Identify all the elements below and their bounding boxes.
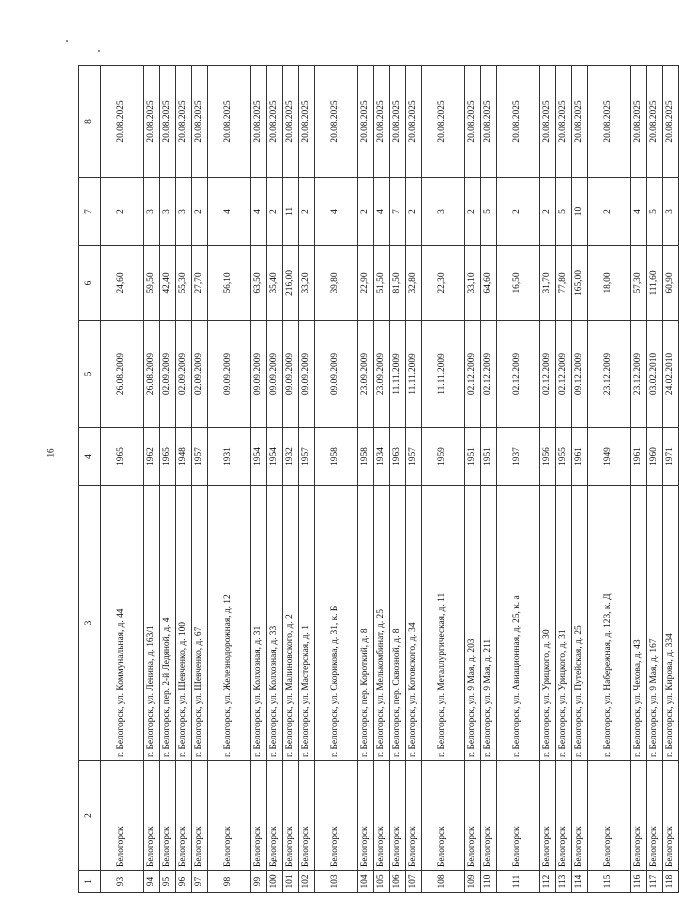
deadline-cell: 20.08.2025 <box>315 66 358 178</box>
date-cell: 26.08.2009 <box>144 321 160 428</box>
year-cell: 1956 <box>540 428 556 486</box>
table-row <box>556 66 572 893</box>
date-cell: 03.02.2010 <box>647 321 663 428</box>
area-cell: 59,50 <box>144 246 160 321</box>
deadline-cell: 20.08.2025 <box>465 66 481 178</box>
column-header: 5 <box>79 321 101 428</box>
year-cell: 1958 <box>358 428 374 486</box>
locality-cell: Белогорск <box>101 761 144 871</box>
date-cell: 02.12.2009 <box>556 321 572 428</box>
row-number: 105 <box>374 871 390 893</box>
table-row <box>374 66 390 893</box>
area-cell: 216,00 <box>283 246 299 321</box>
locality-cell: Белогорск <box>390 761 406 871</box>
date-cell: 02.12.2009 <box>540 321 556 428</box>
address-cell: г. Белогорск, ул. 9 Мая, д. 167 <box>647 486 663 761</box>
row-number: 94 <box>144 871 160 893</box>
count-cell: 4 <box>251 178 267 246</box>
count-cell: 7 <box>390 178 406 246</box>
date-cell: 09.09.2009 <box>299 321 315 428</box>
table-row <box>101 66 144 893</box>
row-number: 103 <box>315 871 358 893</box>
count-cell: 2 <box>588 178 631 246</box>
page-number: 16 <box>45 448 56 458</box>
date-cell: 02.09.2009 <box>192 321 208 428</box>
table-row <box>572 66 588 893</box>
count-cell: 3 <box>663 178 679 246</box>
locality-cell: Белогорск <box>540 761 556 871</box>
row-number: 101 <box>283 871 299 893</box>
area-cell: 60,90 <box>663 246 679 321</box>
deadline-cell: 20.08.2025 <box>176 66 192 178</box>
table-row <box>465 66 481 893</box>
address-cell: г. Белогорск, ул. Авиационная, д. 25, к. а <box>497 486 540 761</box>
column-header: 8 <box>79 66 101 178</box>
year-cell: 1961 <box>631 428 647 486</box>
deadline-cell: 20.08.2025 <box>208 66 251 178</box>
count-cell: 3 <box>422 178 465 246</box>
area-cell: 32,80 <box>406 246 422 321</box>
year-cell: 1951 <box>481 428 497 486</box>
row-number: 113 <box>556 871 572 893</box>
column-header: 6 <box>79 246 101 321</box>
date-cell: 11.11.2009 <box>406 321 422 428</box>
area-cell: 31,70 <box>540 246 556 321</box>
locality-cell: Белогорск <box>208 761 251 871</box>
date-cell: 09.09.2009 <box>267 321 283 428</box>
area-cell: 18,00 <box>588 246 631 321</box>
address-cell: г. Белогорск, ул. 9 Мая, д. 203 <box>465 486 481 761</box>
table-row <box>497 66 540 893</box>
table-header-row <box>79 66 101 893</box>
date-cell: 02.12.2009 <box>497 321 540 428</box>
date-cell: 23.12.2009 <box>631 321 647 428</box>
locality-cell: Белогорск <box>283 761 299 871</box>
deadline-cell: 20.08.2025 <box>299 66 315 178</box>
count-cell: 2 <box>497 178 540 246</box>
deadline-cell: 20.08.2025 <box>160 66 176 178</box>
locality-cell: Белогорск <box>251 761 267 871</box>
row-number: 108 <box>422 871 465 893</box>
table-row <box>267 66 283 893</box>
locality-cell: Белогорск <box>299 761 315 871</box>
count-cell: 2 <box>267 178 283 246</box>
area-cell: 22,90 <box>358 246 374 321</box>
table-row <box>481 66 497 893</box>
area-cell: 39,80 <box>315 246 358 321</box>
area-cell: 24,60 <box>101 246 144 321</box>
area-cell: 57,30 <box>631 246 647 321</box>
count-cell: 5 <box>481 178 497 246</box>
locality-cell: Белогорск <box>572 761 588 871</box>
address-cell: г. Белогорск, ул. Колхозная, д. 33 <box>267 486 283 761</box>
address-cell: г. Белогорск, пер. Короткий, д. 8 <box>358 486 374 761</box>
address-cell: г. Белогорск, ул. Скорикова, д. 31, к. Б <box>315 486 358 761</box>
address-cell: г. Белогорск, ул. Колхозная, д. 31 <box>251 486 267 761</box>
date-cell: 02.12.2009 <box>465 321 481 428</box>
table-body <box>101 66 679 893</box>
row-number: 107 <box>406 871 422 893</box>
deadline-cell: 20.08.2025 <box>144 66 160 178</box>
locality-cell: Белогорск <box>647 761 663 871</box>
year-cell: 1958 <box>315 428 358 486</box>
deadline-cell: 20.08.2025 <box>631 66 647 178</box>
table-row <box>422 66 465 893</box>
address-cell: г. Белогорск, ул. Котовского, д. 34 <box>406 486 422 761</box>
year-cell: 1957 <box>406 428 422 486</box>
address-cell: г. Белогорск, ул. Мастерская, д. 1 <box>299 486 315 761</box>
row-number: 106 <box>390 871 406 893</box>
locality-cell: Белогорск <box>358 761 374 871</box>
row-number: 97 <box>192 871 208 893</box>
year-cell: 1931 <box>208 428 251 486</box>
count-cell: 4 <box>315 178 358 246</box>
table-row <box>631 66 647 893</box>
area-cell: 77,80 <box>556 246 572 321</box>
year-cell: 1960 <box>647 428 663 486</box>
area-cell: 35,40 <box>267 246 283 321</box>
deadline-cell: 20.08.2025 <box>358 66 374 178</box>
date-cell: 09.09.2009 <box>208 321 251 428</box>
locality-cell: Белогорск <box>176 761 192 871</box>
column-header: 7 <box>79 178 101 246</box>
table-row <box>647 66 663 893</box>
column-header: 4 <box>79 428 101 486</box>
locality-cell: Белогорск <box>406 761 422 871</box>
date-cell: 23.09.2009 <box>358 321 374 428</box>
table-row <box>315 66 358 893</box>
row-number: 111 <box>497 871 540 893</box>
row-number: 93 <box>101 871 144 893</box>
year-cell: 1959 <box>422 428 465 486</box>
table-row <box>390 66 406 893</box>
date-cell: 11.11.2009 <box>390 321 406 428</box>
row-number: 98 <box>208 871 251 893</box>
year-cell: 1949 <box>588 428 631 486</box>
count-cell: 4 <box>208 178 251 246</box>
date-cell: 23.12.2009 <box>588 321 631 428</box>
address-cell: г. Белогорск, ул. Шевченко, д. 100 <box>176 486 192 761</box>
row-number: 112 <box>540 871 556 893</box>
year-cell: 1957 <box>299 428 315 486</box>
address-cell: г. Белогорск, ул. Малиновского, д. 2 <box>283 486 299 761</box>
count-cell: 5 <box>647 178 663 246</box>
column-header: 1 <box>79 871 101 893</box>
area-cell: 64,60 <box>481 246 497 321</box>
deadline-cell: 20.08.2025 <box>556 66 572 178</box>
date-cell: 02.09.2009 <box>160 321 176 428</box>
deadline-cell: 20.08.2025 <box>283 66 299 178</box>
count-cell: 2 <box>406 178 422 246</box>
count-cell: 10 <box>572 178 588 246</box>
scan-speck <box>66 40 68 42</box>
area-cell: 81,50 <box>390 246 406 321</box>
count-cell: 2 <box>101 178 144 246</box>
table-row <box>208 66 251 893</box>
address-cell: г. Белогорск, ул. Кирова, д. 334 <box>663 486 679 761</box>
date-cell: 09.09.2009 <box>283 321 299 428</box>
address-cell: г. Белогорск, ул. Коммунальная, д. 44 <box>101 486 144 761</box>
deadline-cell: 20.08.2025 <box>267 66 283 178</box>
locality-cell: Белогорск <box>465 761 481 871</box>
row-number: 118 <box>663 871 679 893</box>
year-cell: 1961 <box>572 428 588 486</box>
year-cell: 1965 <box>160 428 176 486</box>
deadline-cell: 20.08.2025 <box>647 66 663 178</box>
count-cell: 2 <box>358 178 374 246</box>
deadline-cell: 20.08.2025 <box>588 66 631 178</box>
year-cell: 1948 <box>176 428 192 486</box>
row-number: 95 <box>160 871 176 893</box>
count-cell: 4 <box>374 178 390 246</box>
row-number: 104 <box>358 871 374 893</box>
year-cell: 1954 <box>251 428 267 486</box>
year-cell: 1954 <box>267 428 283 486</box>
deadline-cell: 20.08.2025 <box>251 66 267 178</box>
row-number: 109 <box>465 871 481 893</box>
column-header: 2 <box>79 761 101 871</box>
count-cell: 2 <box>192 178 208 246</box>
date-cell: 26.08.2009 <box>101 321 144 428</box>
date-cell: 09.09.2009 <box>251 321 267 428</box>
count-cell: 11 <box>283 178 299 246</box>
year-cell: 1962 <box>144 428 160 486</box>
deadline-cell: 20.08.2025 <box>406 66 422 178</box>
address-cell: г. Белогорск, ул. Железнодорожная, д. 12 <box>208 486 251 761</box>
address-cell: г. Белогорск, ул. Металлургическая, д. 11 <box>422 486 465 761</box>
table-row <box>144 66 160 893</box>
table-row <box>299 66 315 893</box>
scan-speck <box>98 50 100 52</box>
table-row <box>540 66 556 893</box>
count-cell: 2 <box>465 178 481 246</box>
row-number: 117 <box>647 871 663 893</box>
area-cell: 55,30 <box>176 246 192 321</box>
deadline-cell: 20.08.2025 <box>101 66 144 178</box>
table-row <box>192 66 208 893</box>
row-number: 102 <box>299 871 315 893</box>
table-row <box>176 66 192 893</box>
address-cell: г. Белогорск, ул. Мелькомбинат, д. 25 <box>374 486 390 761</box>
year-cell: 1971 <box>663 428 679 486</box>
deadline-cell: 20.08.2025 <box>192 66 208 178</box>
deadline-cell: 20.08.2025 <box>390 66 406 178</box>
table-row <box>160 66 176 893</box>
address-cell: г. Белогорск, ул. Урицкого, д. 30 <box>540 486 556 761</box>
deadline-cell: 20.08.2025 <box>540 66 556 178</box>
area-cell: 33,20 <box>299 246 315 321</box>
address-cell: г. Белогорск, ул. Набережная, д. 123, к. Д <box>588 486 631 761</box>
date-cell: 09.09.2009 <box>315 321 358 428</box>
address-cell: г. Белогорск, ул. Шевченко, д. 67 <box>192 486 208 761</box>
area-cell: 16,50 <box>497 246 540 321</box>
table-row <box>406 66 422 893</box>
locality-cell: Белогорск <box>160 761 176 871</box>
table-row <box>251 66 267 893</box>
row-number: 96 <box>176 871 192 893</box>
table-row <box>663 66 679 893</box>
table-row <box>358 66 374 893</box>
row-number: 114 <box>572 871 588 893</box>
row-number: 100 <box>267 871 283 893</box>
count-cell: 3 <box>144 178 160 246</box>
locality-cell: Белогорск <box>192 761 208 871</box>
locality-cell: Белогорск <box>422 761 465 871</box>
area-cell: 42,40 <box>160 246 176 321</box>
date-cell: 02.12.2009 <box>481 321 497 428</box>
locality-cell: Белогорск <box>497 761 540 871</box>
count-cell: 3 <box>176 178 192 246</box>
register-table-container <box>78 66 675 893</box>
count-cell: 5 <box>556 178 572 246</box>
locality-cell: Белогорск <box>481 761 497 871</box>
date-cell: 23.09.2009 <box>374 321 390 428</box>
deadline-cell: 20.08.2025 <box>481 66 497 178</box>
date-cell: 24.02.2010 <box>663 321 679 428</box>
deadline-cell: 20.08.2025 <box>374 66 390 178</box>
area-cell: 51,50 <box>374 246 390 321</box>
count-cell: 2 <box>540 178 556 246</box>
locality-cell: Белогорск <box>374 761 390 871</box>
count-cell: 3 <box>160 178 176 246</box>
table-row <box>588 66 631 893</box>
area-cell: 56,10 <box>208 246 251 321</box>
deadline-cell: 20.08.2025 <box>663 66 679 178</box>
address-cell: г. Белогорск, ул. Ленина, д. 163/1 <box>144 486 160 761</box>
deadline-cell: 20.08.2025 <box>422 66 465 178</box>
address-cell: г. Белогорск, ул. Урицкого, д. 31 <box>556 486 572 761</box>
count-cell: 4 <box>631 178 647 246</box>
year-cell: 1955 <box>556 428 572 486</box>
address-cell: г. Белогорск, пер. 2-й Ледяной, д. 4 <box>160 486 176 761</box>
locality-cell: Белогорск <box>556 761 572 871</box>
area-cell: 33,10 <box>465 246 481 321</box>
area-cell: 22,30 <box>422 246 465 321</box>
locality-cell: Белогорск <box>663 761 679 871</box>
deadline-cell: 20.08.2025 <box>572 66 588 178</box>
area-cell: 165,00 <box>572 246 588 321</box>
table-row <box>283 66 299 893</box>
row-number: 115 <box>588 871 631 893</box>
column-header: 3 <box>79 486 101 761</box>
address-cell: г. Белогорск, ул. 9 Мая, д. 211 <box>481 486 497 761</box>
area-cell: 27,70 <box>192 246 208 321</box>
year-cell: 1937 <box>497 428 540 486</box>
deadline-cell: 20.08.2025 <box>497 66 540 178</box>
register-table <box>78 65 679 893</box>
year-cell: 1934 <box>374 428 390 486</box>
area-cell: 63,50 <box>251 246 267 321</box>
row-number: 99 <box>251 871 267 893</box>
address-cell: г. Белогорск, ул. Чехова, д. 43 <box>631 486 647 761</box>
year-cell: 1932 <box>283 428 299 486</box>
date-cell: 11.11.2009 <box>422 321 465 428</box>
area-cell: 111,60 <box>647 246 663 321</box>
locality-cell: Белогорск <box>267 761 283 871</box>
date-cell: 09.12.2009 <box>572 321 588 428</box>
address-cell: г. Белогорск, пер. Сквозной, д. 8 <box>390 486 406 761</box>
locality-cell: Белогорск <box>631 761 647 871</box>
locality-cell: Белогорск <box>588 761 631 871</box>
year-cell: 1951 <box>465 428 481 486</box>
year-cell: 1965 <box>101 428 144 486</box>
address-cell: г. Белогорск, ул. Путейская, д. 25 <box>572 486 588 761</box>
rotated-page <box>78 66 675 893</box>
date-cell: 02.09.2009 <box>176 321 192 428</box>
row-number: 110 <box>481 871 497 893</box>
count-cell: 2 <box>299 178 315 246</box>
locality-cell: Белогорск <box>144 761 160 871</box>
year-cell: 1963 <box>390 428 406 486</box>
row-number: 116 <box>631 871 647 893</box>
locality-cell: Белогорск <box>315 761 358 871</box>
year-cell: 1957 <box>192 428 208 486</box>
